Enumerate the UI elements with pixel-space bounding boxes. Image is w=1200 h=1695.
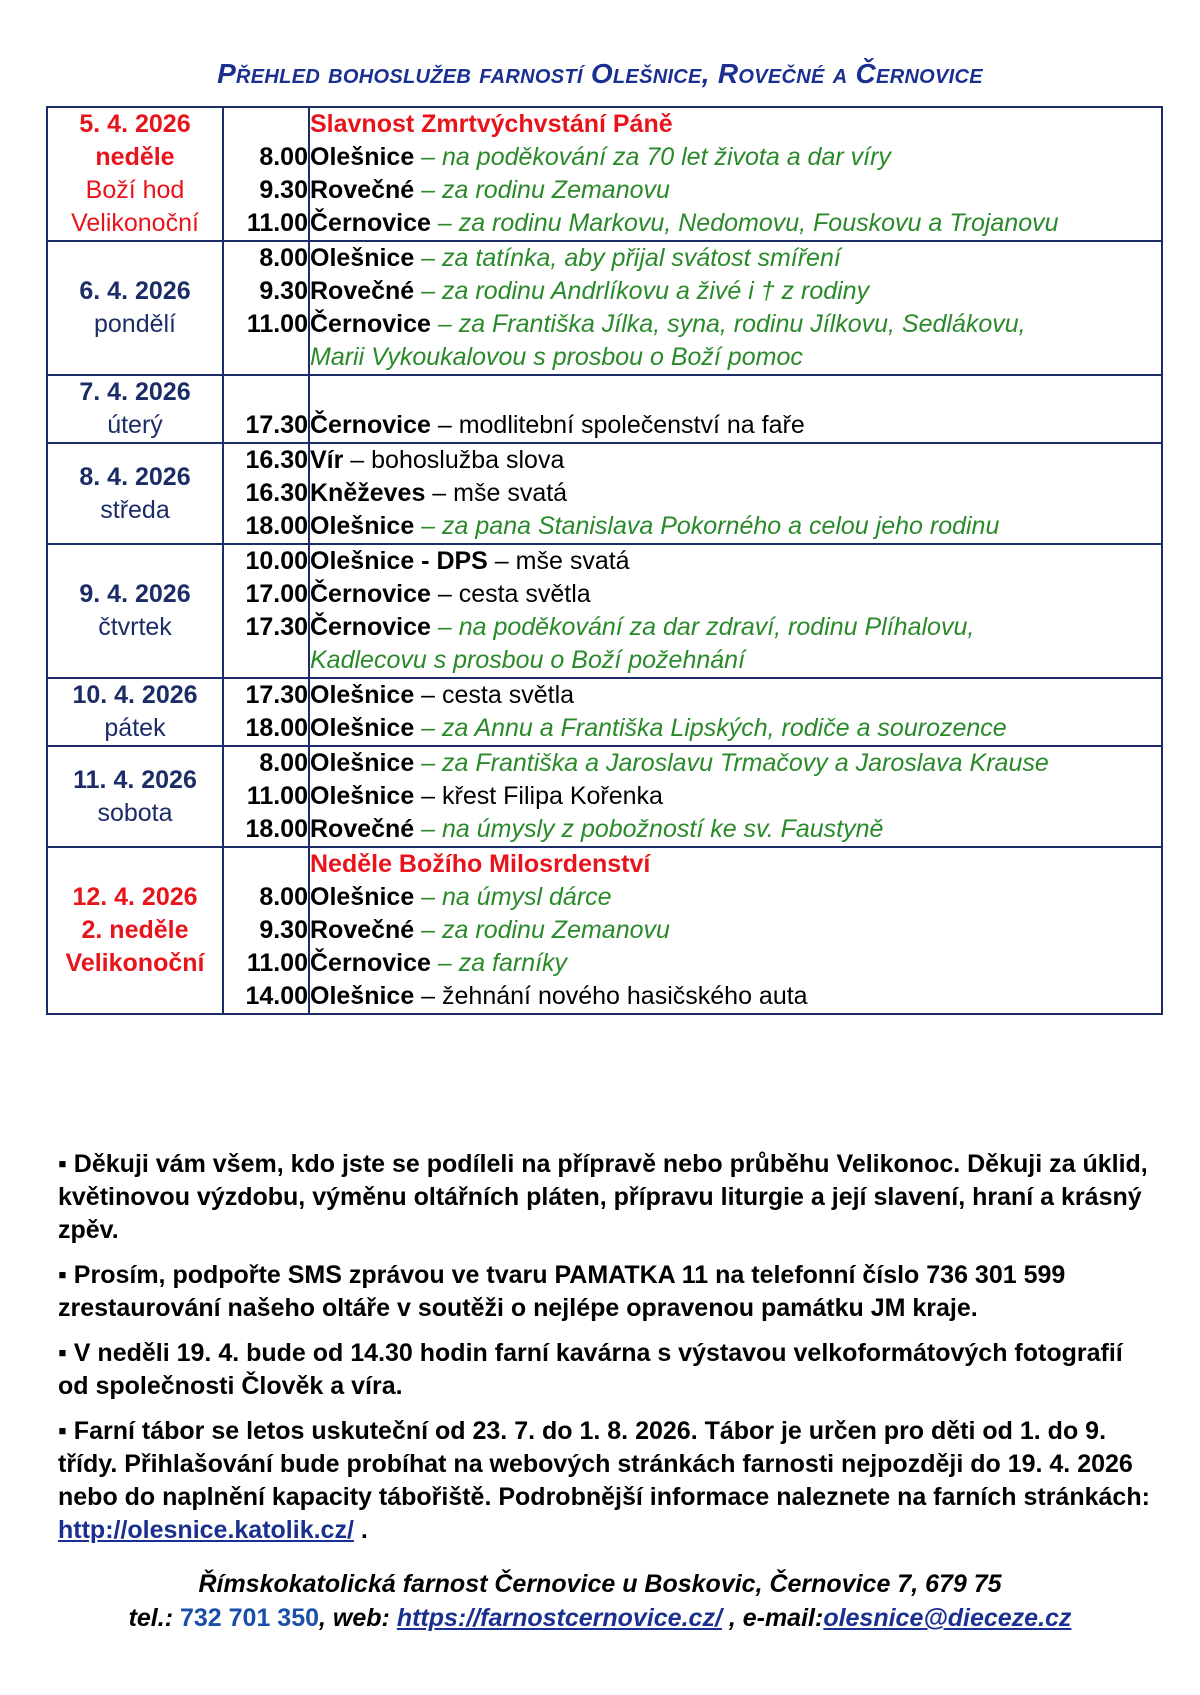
event-place: Rovečné — [310, 916, 415, 944]
event-time: 10.00 — [245, 547, 308, 575]
day-date: 9. 4. 2026 — [79, 580, 191, 608]
event-time: 17.30 — [245, 613, 308, 641]
event-time: 16.30 — [245, 446, 308, 474]
day-weekday: neděle — [95, 143, 175, 171]
event-place: Rovečné — [310, 176, 415, 204]
day-date-cell — [47, 746, 223, 847]
day-times-cell — [223, 375, 309, 443]
schedule-table — [46, 106, 1163, 1015]
event-description: mše svatá — [515, 547, 630, 575]
page-title: Přehled bohoslužeb farností Olešnice, Rovečné a Černovice — [217, 58, 983, 89]
event-separator: – — [425, 479, 454, 507]
event-description: mše svatá — [453, 479, 568, 507]
event-intention: za farníky — [458, 949, 568, 977]
schedule-row — [47, 443, 1162, 544]
day-events-cell — [309, 746, 1162, 847]
day-extra: Velikonoční — [65, 949, 205, 977]
event-time: 9.30 — [259, 176, 308, 204]
event-line — [310, 545, 1161, 578]
event-separator: – — [430, 580, 459, 608]
event-place: Vír — [310, 446, 344, 474]
day-extra: Velikonoční — [71, 209, 199, 237]
event-separator: – — [430, 613, 459, 641]
event-time: 9.30 — [259, 277, 308, 305]
event-place: Olešnice — [310, 681, 415, 709]
event-place: Kněževes — [310, 479, 426, 507]
event-place: Černovice — [310, 613, 431, 641]
event-time: 11.00 — [246, 310, 308, 338]
day-times-cell — [223, 847, 309, 1014]
event-time: 8.00 — [259, 244, 308, 272]
event-time: 14.00 — [245, 982, 308, 1010]
event-place: Olešnice — [310, 143, 415, 171]
event-line — [310, 980, 1161, 1013]
day-events-cell — [309, 107, 1162, 241]
tel-label: tel.: — [128, 1604, 174, 1632]
event-time: 18.00 — [245, 512, 308, 540]
event-description: křest Filipa Kořenka — [442, 782, 663, 810]
event-line — [310, 477, 1161, 510]
day-date: 11. 4. 2026 — [73, 765, 197, 794]
event-separator: – — [414, 714, 443, 742]
event-time: 17.00 — [245, 580, 308, 608]
day-date: 10. 4. 2026 — [72, 681, 198, 709]
event-separator: – — [414, 916, 443, 944]
day-date-cell — [47, 107, 223, 241]
event-line — [310, 141, 1161, 174]
event-time: 8.00 — [259, 883, 308, 911]
event-time: 8.00 — [259, 143, 308, 171]
event-place: Černovice — [310, 949, 431, 977]
event-line — [310, 207, 1161, 240]
event-separator: – — [414, 982, 443, 1010]
day-date: 7. 4. 2026 — [79, 378, 191, 406]
note-cafe: ▪ V neděli 19. 4. bude od 14.30 hodin farní kavárna s výstavou velkoformátových fotografií od společnosti Člověk a víra. — [58, 1339, 1123, 1400]
day-date-cell — [47, 678, 223, 746]
event-intention: za tatínka, aby přijal svátost smíření — [442, 244, 841, 272]
event-separator: – — [430, 209, 459, 237]
event-separator: – — [430, 310, 459, 338]
event-place: Olešnice — [310, 244, 415, 272]
note-camp-text: ▪ Farní tábor se letos uskuteční od 23. 7. do 1. 8. 2026. Tábor je určen pro děti od 1. do 9. třídy. Přihlašování bude probíhat na webových stránkách farnosti nejpozději do 19. 4. 2026 nebo do naplnění kapacity tábořiště. Podrobnější informace naleznete na farních stránkách: — [58, 1417, 1150, 1511]
feast-title: Slavnost Zmrtvýchvstání Páně — [310, 110, 673, 138]
event-separator: – — [414, 277, 443, 305]
schedule-row — [47, 375, 1162, 443]
event-line — [310, 510, 1161, 543]
event-line — [310, 747, 1161, 780]
event-time: 11.00 — [246, 782, 308, 810]
web-label: , web: — [319, 1604, 397, 1632]
day-date-cell — [47, 847, 223, 1014]
event-intention: za rodinu Zemanovu — [442, 916, 670, 944]
note-camp-end: . — [353, 1516, 368, 1544]
day-events-cell — [309, 443, 1162, 544]
event-separator: – — [414, 512, 443, 540]
day-times-cell — [223, 678, 309, 746]
event-time: 17.30 — [245, 411, 308, 439]
day-date: 8. 4. 2026 — [79, 462, 191, 491]
event-time: 17.30 — [245, 681, 308, 709]
event-place: Olešnice — [310, 714, 415, 742]
event-separator: – — [430, 411, 459, 439]
schedule-row — [47, 847, 1162, 1014]
event-intention-cont: Marii Vykoukalovou s prosbou o Boží pomoc — [310, 343, 803, 371]
event-intention: za Annu a Františka Lipských, rodiče a sourozence — [442, 714, 1007, 742]
day-date-cell — [47, 443, 223, 544]
event-separator: – — [487, 547, 516, 575]
note-thanks: ▪ Děkuji vám všem, kdo jste se podíleli na přípravě nebo průběhu Velikonoc. Děkuji za úklid, květinovou výzdobu, výměnu oltářních pláten, přípravu liturgie a její slavení, hraní a krásný zpěv. — [58, 1150, 1148, 1244]
event-place: Rovečné — [310, 815, 415, 843]
day-date-cell — [47, 544, 223, 678]
day-weekday: 2. neděle — [81, 916, 189, 944]
event-line — [310, 947, 1161, 980]
schedule-row — [47, 241, 1162, 375]
event-place: Olešnice — [310, 749, 415, 777]
event-separator: – — [414, 244, 443, 272]
email-link[interactable]: olesnice@dieceze.cz — [823, 1604, 1072, 1632]
day-weekday: pátek — [104, 714, 166, 742]
event-line — [310, 679, 1161, 712]
day-times-cell — [223, 241, 309, 375]
event-place: Olešnice - DPS — [310, 547, 488, 575]
announcements — [58, 1148, 1158, 1559]
event-intention: za rodinu Zemanovu — [442, 176, 670, 204]
event-time: 8.00 — [259, 749, 308, 777]
event-place: Černovice — [310, 310, 431, 338]
day-weekday: čtvrtek — [98, 613, 172, 641]
day-times-cell — [223, 107, 309, 241]
schedule-row — [47, 107, 1162, 241]
event-separator: – — [414, 883, 443, 911]
event-place: Černovice — [310, 411, 431, 439]
day-events-cell — [309, 375, 1162, 443]
event-separator: – — [414, 782, 443, 810]
day-times-cell — [223, 443, 309, 544]
event-line — [310, 578, 1161, 611]
day-events-cell — [309, 847, 1162, 1014]
event-line — [310, 813, 1161, 846]
event-intention: na úmysl dárce — [442, 883, 612, 911]
note-sms: ▪ Prosím, podpořte SMS zprávou ve tvaru PAMATKA 11 na telefonní číslo 736 301 599 zrestaurování našeho oltáře v soutěži o nejlépe opravenou památku JM kraje. — [58, 1261, 1066, 1322]
event-time: 11.00 — [246, 949, 308, 977]
day-date-cell — [47, 375, 223, 443]
event-intention: za Františka a Jaroslavu Trmačovy a Jaroslava Krause — [442, 749, 1049, 777]
event-intention-cont: Kadlecovu s prosbou o Boží požehnání — [310, 646, 746, 674]
event-description: cesta světla — [458, 580, 591, 608]
event-place: Olešnice — [310, 982, 415, 1010]
footer-address: Římskokatolická farnost Černovice u Boskovic, Černovice 7, 679 75 — [198, 1570, 1002, 1598]
event-intention: za pana Stanislava Pokorného a celou jeho rodinu — [442, 512, 1000, 540]
day-date: 5. 4. 2026 — [79, 110, 191, 138]
day-events-cell — [309, 678, 1162, 746]
event-intention: za rodinu Andrlíkovu a živé i † z rodiny — [442, 277, 870, 305]
day-date: 12. 4. 2026 — [72, 883, 198, 911]
event-separator: – — [414, 176, 443, 204]
event-intention: za Františka Jílka, syna, rodinu Jílkovu, Sedlákovu, — [458, 310, 1026, 338]
event-place: Olešnice — [310, 512, 415, 540]
event-description: modlitební společenství na faře — [458, 411, 805, 439]
day-extra: Boží hod — [85, 176, 185, 204]
schedule-row — [47, 746, 1162, 847]
footer-contacts — [0, 1601, 1200, 1635]
tel-number: 732 701 350 — [173, 1604, 320, 1632]
event-description: bohoslužba slova — [371, 446, 565, 474]
event-intention: na poděkování za 70 let života a dar víry — [442, 143, 891, 171]
event-separator: – — [430, 949, 459, 977]
event-time: 9.30 — [259, 916, 308, 944]
event-line — [310, 308, 1161, 341]
day-weekday: pondělí — [93, 310, 177, 338]
event-description: cesta světla — [442, 681, 575, 709]
event-place: Rovečné — [310, 277, 415, 305]
web-link[interactable]: https://farnostcernovice.cz/ — [396, 1604, 722, 1632]
day-weekday: sobota — [97, 798, 173, 827]
event-line — [310, 712, 1161, 745]
event-intention: na úmysly z pobožností ke sv. Faustyně — [442, 815, 884, 843]
event-line — [310, 242, 1161, 275]
event-time: 16.30 — [245, 479, 308, 507]
event-place: Černovice — [310, 209, 431, 237]
schedule-row — [47, 544, 1162, 678]
footer — [0, 1567, 1200, 1635]
email-label: , e-mail: — [721, 1604, 824, 1632]
event-line — [310, 914, 1161, 947]
note-camp — [58, 1415, 1158, 1547]
day-events-cell — [309, 544, 1162, 678]
event-line — [310, 444, 1161, 477]
event-separator: – — [414, 749, 443, 777]
day-times-cell — [223, 746, 309, 847]
day-events-cell — [309, 241, 1162, 375]
event-description: žehnání nového hasičského auta — [442, 982, 808, 1010]
parish-link[interactable]: http://olesnice.katolik.cz/ — [58, 1516, 354, 1544]
event-separator: – — [414, 143, 443, 171]
event-time: 18.00 — [245, 714, 308, 742]
day-date-cell — [47, 241, 223, 375]
feast-title: Neděle Božího Milosrdenství — [310, 850, 651, 878]
event-line — [310, 409, 1161, 442]
day-date: 6. 4. 2026 — [79, 277, 191, 305]
day-weekday: středa — [100, 495, 170, 524]
event-separator: – — [414, 681, 443, 709]
day-weekday: úterý — [107, 411, 163, 439]
event-line — [310, 174, 1161, 207]
event-line — [310, 881, 1161, 914]
event-line — [310, 611, 1161, 644]
event-intention: za rodinu Markovu, Nedomovu, Fouskovu a Trojanovu — [458, 209, 1059, 237]
schedule-row — [47, 678, 1162, 746]
event-intention: na poděkování za dar zdraví, rodinu Plíhalovu, — [458, 613, 975, 641]
event-time: 18.00 — [245, 815, 308, 843]
event-line — [310, 275, 1161, 308]
event-separator: – — [414, 815, 443, 843]
event-separator: – — [343, 446, 372, 474]
event-line — [310, 780, 1161, 813]
event-time: 11.00 — [246, 209, 308, 237]
day-times-cell — [223, 544, 309, 678]
event-place: Černovice — [310, 580, 431, 608]
event-place: Olešnice — [310, 883, 415, 911]
event-place: Olešnice — [310, 782, 415, 810]
